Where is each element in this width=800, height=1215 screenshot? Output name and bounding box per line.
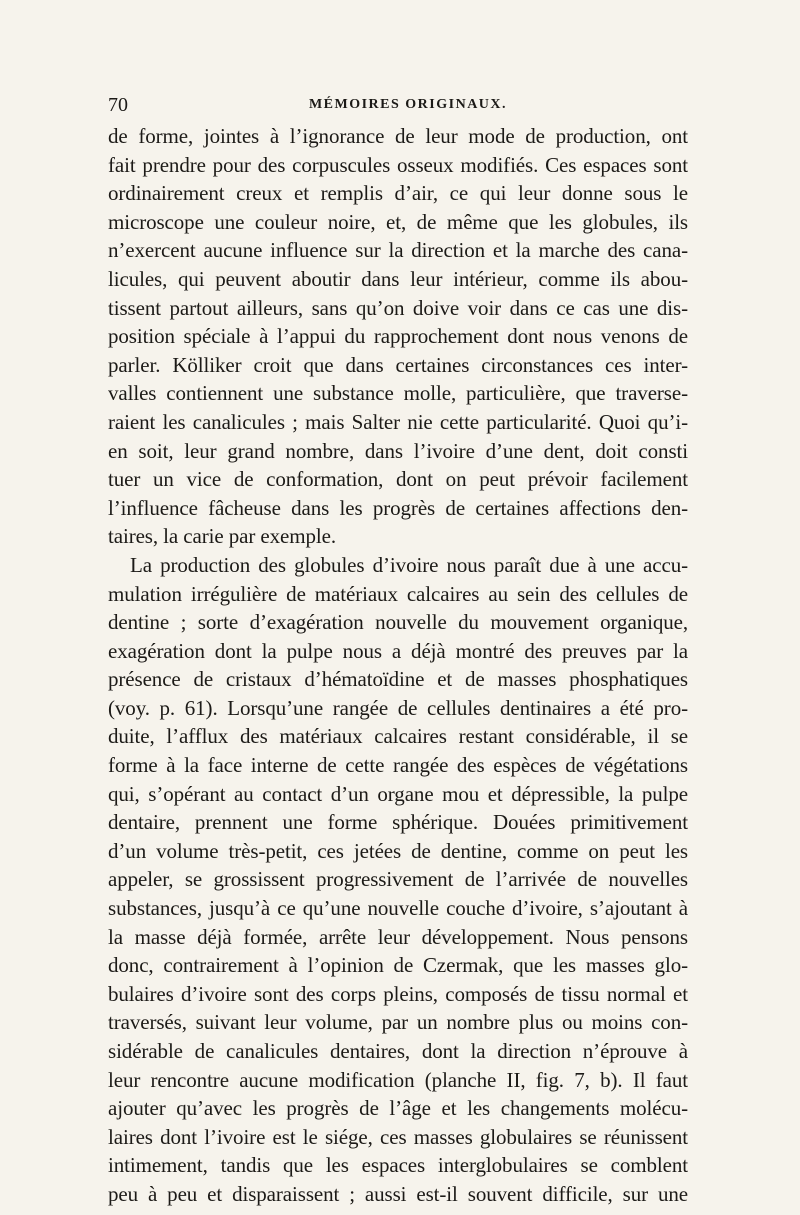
text-line: raient les canalicules ; mais Salter nie cette particularité. Quoi qu’i- xyxy=(108,409,688,434)
text-line: La production des globules d’ivoire nous paraît due à une accu- xyxy=(130,552,688,577)
text-line: dentaire, prennent une forme sphérique. Douées primitivement xyxy=(108,810,688,835)
text-line: forme à la face interne de cette rangée des espèces de végétations xyxy=(108,753,688,778)
text-line: intimement, tandis que les espaces interglobulaires se comblent xyxy=(108,1153,688,1178)
text-line: en soit, leur grand nombre, dans l’ivoire d’une dent, doit consti xyxy=(108,438,688,463)
text-line: ajouter qu’avec les progrès de l’âge et les changements molécu- xyxy=(108,1096,688,1121)
book-page xyxy=(108,92,688,1209)
running-title: MÉMOIRES ORIGINAUX. xyxy=(308,97,508,112)
text-line: tissent partout ailleurs, sans qu’on doive voir dans ce cas une dis- xyxy=(108,295,688,320)
text-line: licules, qui peuvent aboutir dans leur intérieur, comme ils abou- xyxy=(108,266,688,291)
text-line: fait prendre pour des corpuscules osseux modifiés. Ces espaces sont xyxy=(108,152,688,177)
text-line: ordinairement creux et remplis d’air, ce qui leur donne sous le xyxy=(108,181,688,206)
text-line: d’un volume très-petit, ces jetées de dentine, comme on peut les xyxy=(108,838,688,863)
text-line: (voy. p. 61). Lorsqu’une rangée de cellules dentinaires a été pro- xyxy=(108,695,688,720)
running-head xyxy=(108,92,688,118)
text-line: de forme, jointes à l’ignorance de leur mode de production, ont xyxy=(108,124,688,148)
text-line: exagération dont la pulpe nous a déjà montré des preuves par la xyxy=(108,638,688,663)
text-line: appeler, se grossissent progressivement de l’arrivée de nouvelles xyxy=(108,867,688,892)
text-line: position spéciale à l’appui du rapprochement dont nous venons de xyxy=(108,324,688,349)
text-line: substances, jusqu’à ce qu’une nouvelle couche d’ivoire, s’ajoutant à xyxy=(108,896,688,921)
text-line: qui, s’opérant au contact d’un organe mou et dépressible, la pulpe xyxy=(108,781,688,806)
text-line: parler. Kölliker croit que dans certaines circonstances ces inter- xyxy=(108,352,688,377)
text-line: valles contiennent une substance molle, particulière, que traverse- xyxy=(108,381,688,406)
text-line: la masse déjà formée, arrête leur développement. Nous pensons xyxy=(108,924,688,949)
text-line: laires dont l’ivoire est le siége, ces masses globulaires se réunissent xyxy=(108,1124,688,1149)
text-line: donc, contrairement à l’opinion de Czermak, que les masses glo- xyxy=(108,953,688,978)
text-line: taires, la carie par exemple. xyxy=(108,524,336,549)
text-line: leur rencontre aucune modification (planche II, fig. 7, b). Il faut xyxy=(108,1067,688,1092)
text-line: dentine ; sorte d’exagération nouvelle du mouvement organique, xyxy=(108,610,688,635)
text-line: sidérable de canalicules dentaires, dont la direction n’éprouve à xyxy=(108,1039,688,1063)
text-line: bulaires d’ivoire sont des corps pleins, composés de tissu normal et xyxy=(108,981,688,1006)
text-line: tuer un vice de conformation, dont on peut prévoir facilement xyxy=(108,467,688,492)
text-line: l’influence fâcheuse dans les progrès de certaines affections den- xyxy=(108,495,688,520)
text-line: présence de cristaux d’hématoïdine et de masses phosphatiques xyxy=(108,667,688,692)
text-line: microscope une couleur noire, et, de même que les globules, ils xyxy=(108,209,688,234)
text-line: n’exercent aucune influence sur la direction et la marche des cana- xyxy=(108,238,688,263)
text-line: traversés, suivant leur volume, par un nombre plus ou moins con- xyxy=(108,1010,688,1035)
text-line: mulation irrégulière de matériaux calcaires au sein des cellules de xyxy=(108,581,688,606)
body-text xyxy=(108,122,688,1209)
page-number: 70 xyxy=(108,94,128,116)
text-line: duite, l’afflux des matériaux calcaires restant considérable, il se xyxy=(108,724,688,749)
text-line: peu à peu et disparaissent ; aussi est-il souvent difficile, sur une xyxy=(108,1181,688,1206)
